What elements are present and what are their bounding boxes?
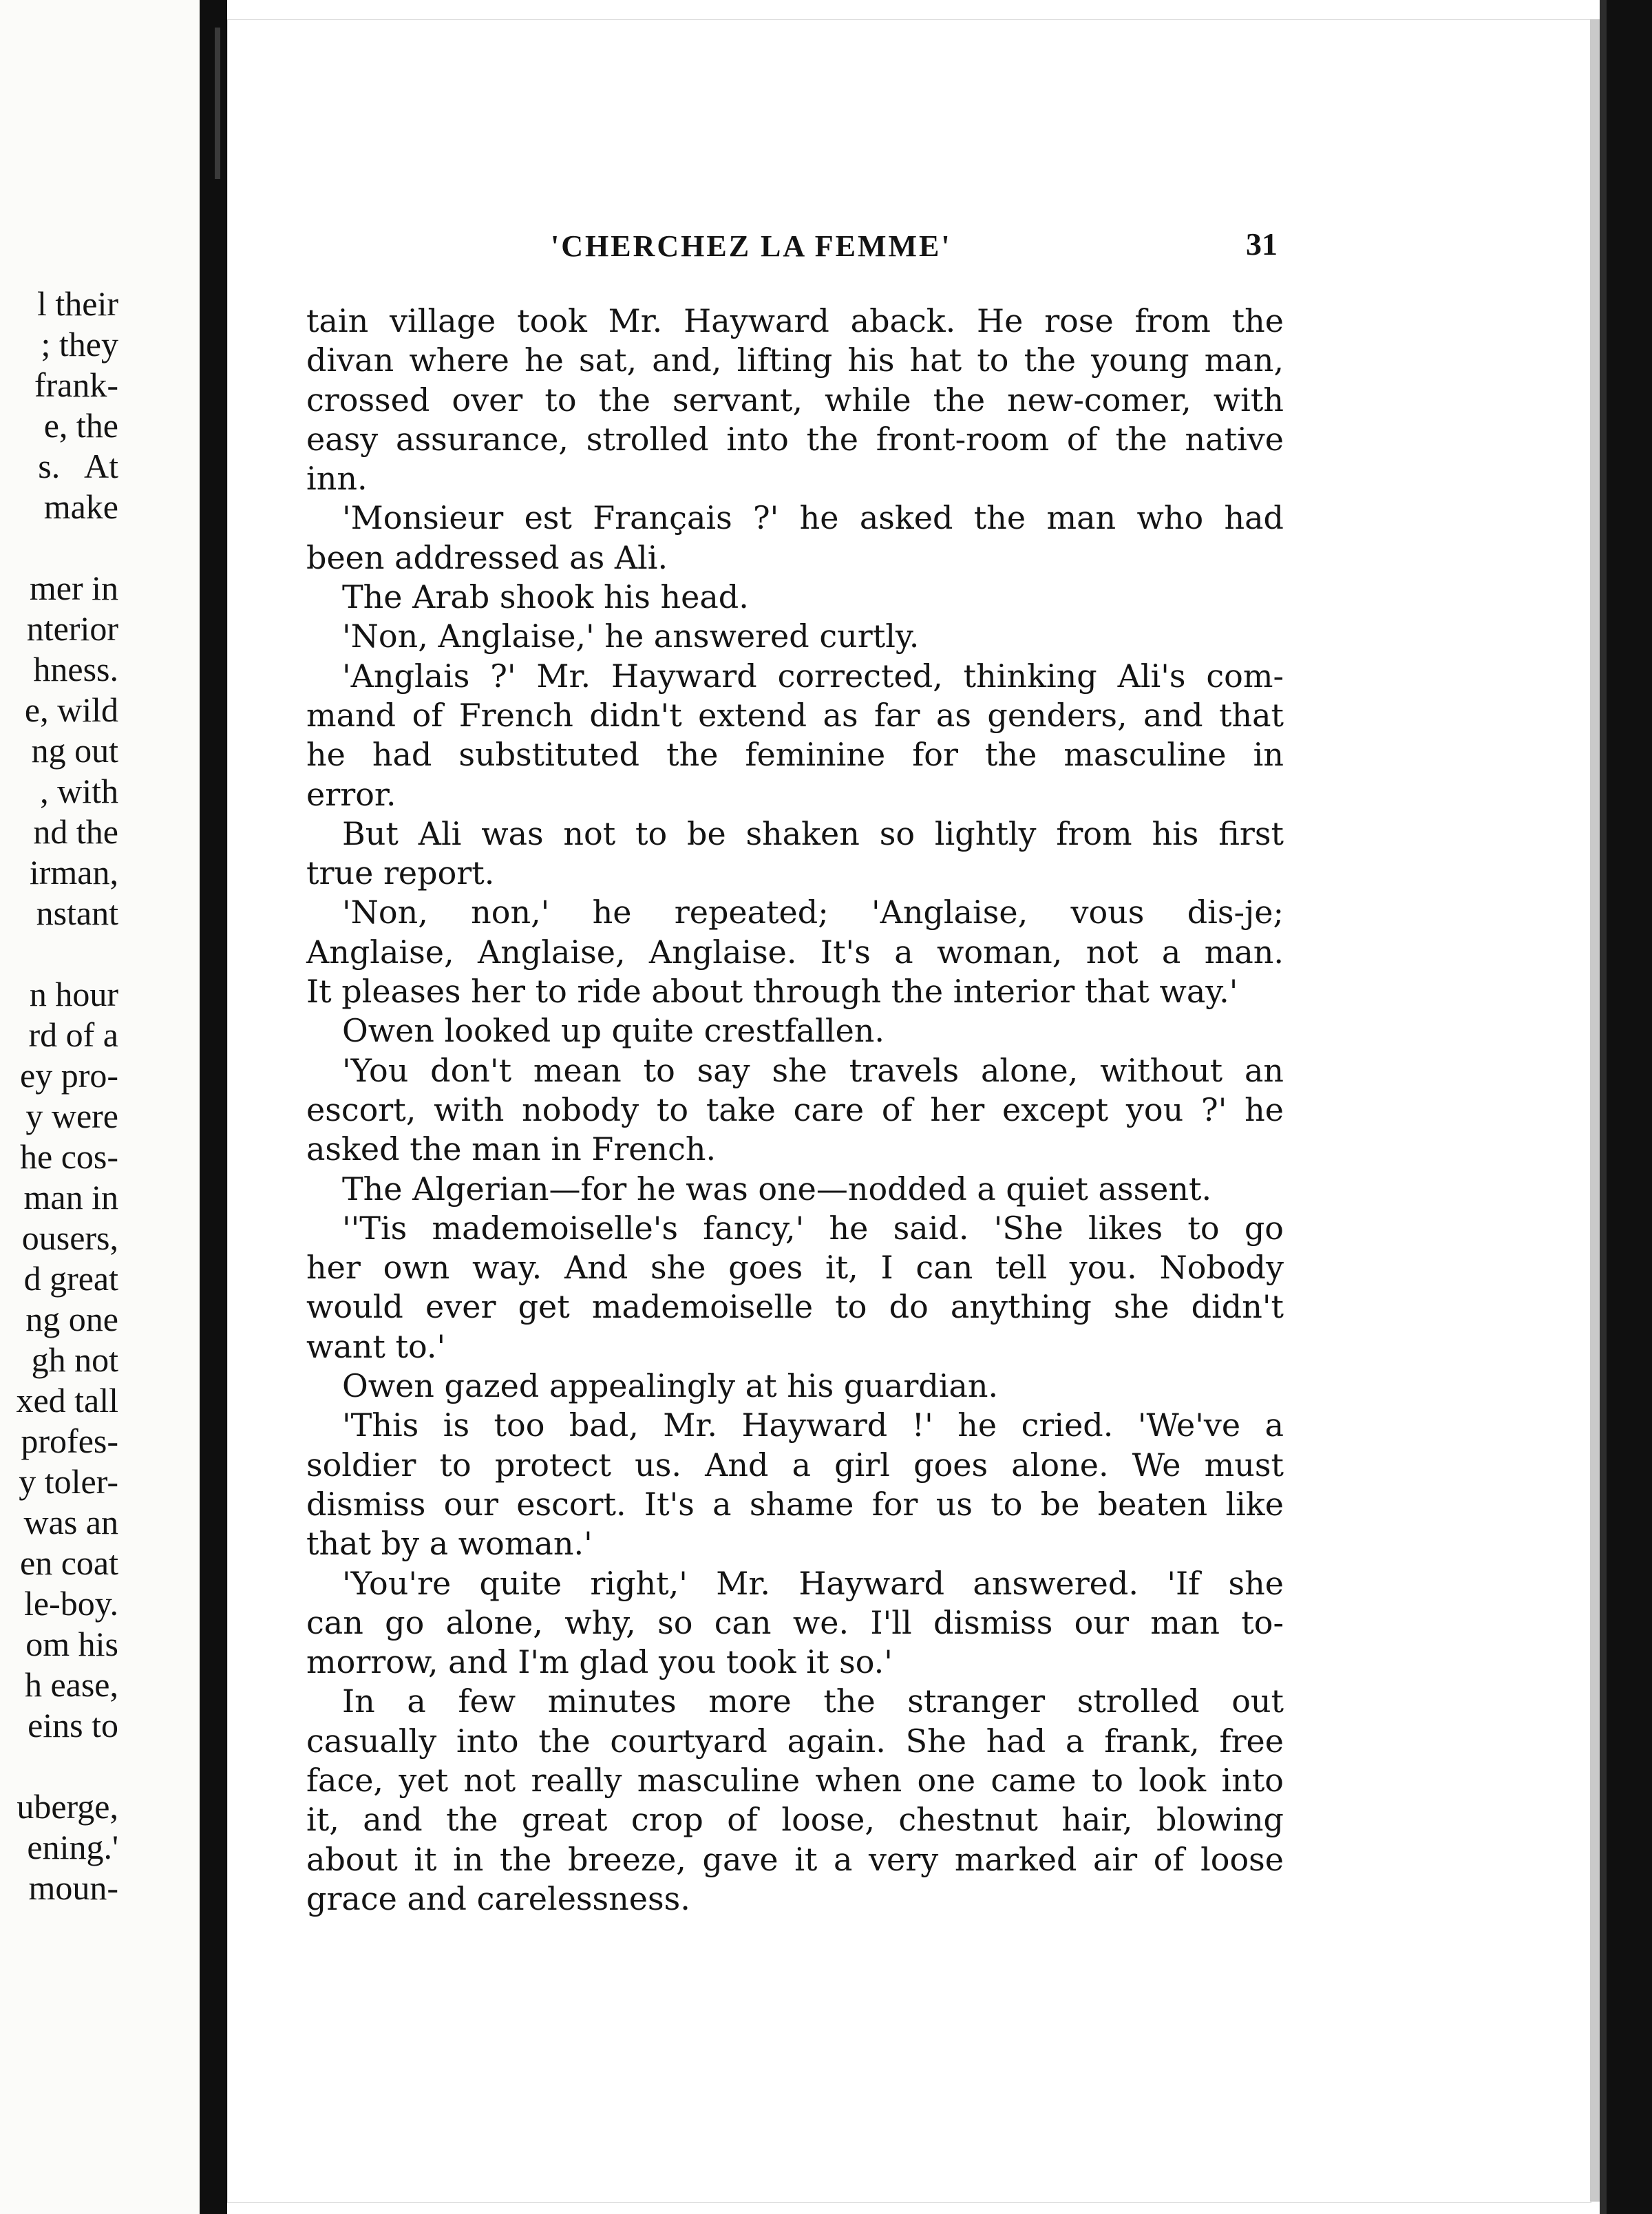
scan-right-border-inner [1600,0,1607,2214]
text-line: can go alone, why, so can we. I'll dismiss our man to- [306,1603,1284,1641]
facing-page-line: irman, [29,853,118,892]
text-line: grace and carelessness. [306,1879,690,1917]
facing-page-left [0,0,200,2214]
book-gutter [200,0,227,2214]
facing-page-line: d great [23,1259,118,1298]
facing-page-line: ousers, [21,1219,118,1257]
facing-page-line: frank- [34,366,118,404]
text-line: 'You don't mean to say she travels alone, without an [342,1051,1284,1089]
text-line: her own way. And she goes it, I can tell you. Nobody [306,1249,1284,1287]
text-line: inn. [306,460,368,498]
facing-page-line: ey pro- [20,1056,118,1095]
page-number: 31 [1246,226,1278,262]
facing-page-line: y were [25,1097,118,1135]
text-line: soldier to protect us. And a girl goes alone. We must [306,1446,1284,1484]
text-line: he had substituted the feminine for the masculine in [306,736,1284,774]
text-line: mand of French didn't extend as far as genders, and that [306,696,1284,734]
text-line: 'Anglais ?' Mr. Hayward corrected, thinking Ali's com- [342,657,1284,695]
facing-page-line: mer in [29,569,118,607]
facing-page-line: gh not [31,1340,118,1379]
facing-page-line: hness. [33,650,118,688]
page-edge-shadow [1590,19,1600,2202]
facing-page-line [16,934,118,974]
scan-right-border [1600,0,1652,2214]
text-line: face, yet not really masculine when one came to look into [306,1761,1284,1799]
facing-page-line: en coat [20,1543,118,1582]
scan-top-margin [0,0,1652,15]
text-line: divan where he sat, and, lifting his hat to the young man, [306,341,1284,379]
facing-page-line: eins to [28,1706,118,1744]
text-line: about it in the breeze, gave it a very marked air of loose [306,1840,1284,1878]
text-line: 'You're quite right,' Mr. Hayward answered. 'If she [342,1564,1284,1602]
text-line: easy assurance, strolled into the front-room of the native [306,420,1284,458]
text-line: It pleases her to ride about through the interior that way.' [306,973,1238,1011]
text-line: In a few minutes more the stranger strolled out [342,1683,1284,1720]
facing-page-text [16,284,118,1908]
facing-page-line: , with [40,772,118,810]
facing-page-line [16,527,118,568]
body-text [306,302,1284,1919]
facing-page-line: nstant [36,894,118,932]
gutter-highlight [215,28,220,179]
text-line: it, and the great crop of loose, chestnut hair, blowing [306,1801,1284,1839]
facing-page-line: he cos- [20,1137,118,1176]
facing-page-line: ng one [25,1300,118,1338]
facing-page-line: ; they [41,325,118,363]
text-line: Anglaise, Anglaise, Anglaise. It's a woman, not a man. [306,933,1284,971]
facing-page-line: l their [36,284,118,323]
facing-page-line: om his [25,1625,118,1663]
text-line: 'Non, non,' he repeated; 'Anglaise, vous dis-je; [342,894,1284,931]
text-line: casually into the courtyard again. She had a frank, free [306,1722,1284,1760]
facing-page-line: nterior [26,609,118,648]
text-line: been addressed as Ali. [306,538,668,576]
text-line: Owen gazed appealingly at his guardian. [342,1367,999,1405]
facing-page-line: moun- [28,1868,118,1907]
facing-page-line: xed tall [16,1381,118,1420]
text-line: tain village took Mr. Hayward aback. He rose from the [306,302,1284,339]
text-line: error. [306,775,396,813]
facing-page-line: h ease, [24,1665,118,1704]
facing-page-line [16,1746,118,1786]
text-line: escort, with nobody to take care of her except you ?' he [306,1090,1284,1128]
text-line: 'Non, Anglaise,' he answered curtly. [342,618,920,655]
facing-page-line: y toler- [19,1462,118,1501]
text-line: The Arab shook his head. [342,578,749,616]
text-line: 'Monsieur est Français ?' he asked the man who had [342,499,1284,537]
facing-page-line: man in [23,1178,118,1216]
facing-page-line: was an [23,1503,118,1541]
text-line: 'This is too bad, Mr. Hayward !' he cried. 'We've a [342,1406,1284,1444]
text-line: that by a woman.' [306,1525,593,1563]
text-line: would ever get mademoiselle to do anything she didn't [306,1288,1284,1326]
text-line: Owen looked up quite crestfallen. [342,1012,885,1050]
text-line: But Ali was not to be shaken so lightly from his first [342,814,1284,852]
facing-page-line: s. At [38,447,118,485]
text-line: ''Tis mademoiselle's fancy,' he said. 'She likes to go [342,1209,1284,1247]
facing-page-line: profes- [21,1422,118,1460]
running-header: 'CHERCHEZ LA FEMME' [551,229,952,263]
facing-page-line: le-boy. [24,1584,118,1623]
facing-page-line: ng out [31,731,118,770]
text-line: The Algerian—for he was one—nodded a quiet assent. [342,1170,1212,1208]
facing-page-line: e, the [43,406,118,445]
text-line: crossed over to the servant, while the new-comer, with [306,381,1284,419]
facing-page-line: uberge, [17,1787,118,1826]
text-line: asked the man in French. [306,1130,717,1168]
text-line: dismiss our escort. It's a shame for us to be beaten like [306,1485,1284,1523]
text-line: morrow, and I'm glad you took it so.' [306,1643,893,1681]
facing-page-line: e, wild [24,690,118,729]
text-line: true report. [306,854,495,892]
facing-page-line: ening.' [27,1828,118,1866]
facing-page-line: make [43,487,118,526]
facing-page-line: nd the [33,812,118,851]
text-line: want to.' [306,1327,446,1365]
facing-page-line: n hour [29,975,118,1013]
facing-page-line: rd of a [28,1015,118,1054]
